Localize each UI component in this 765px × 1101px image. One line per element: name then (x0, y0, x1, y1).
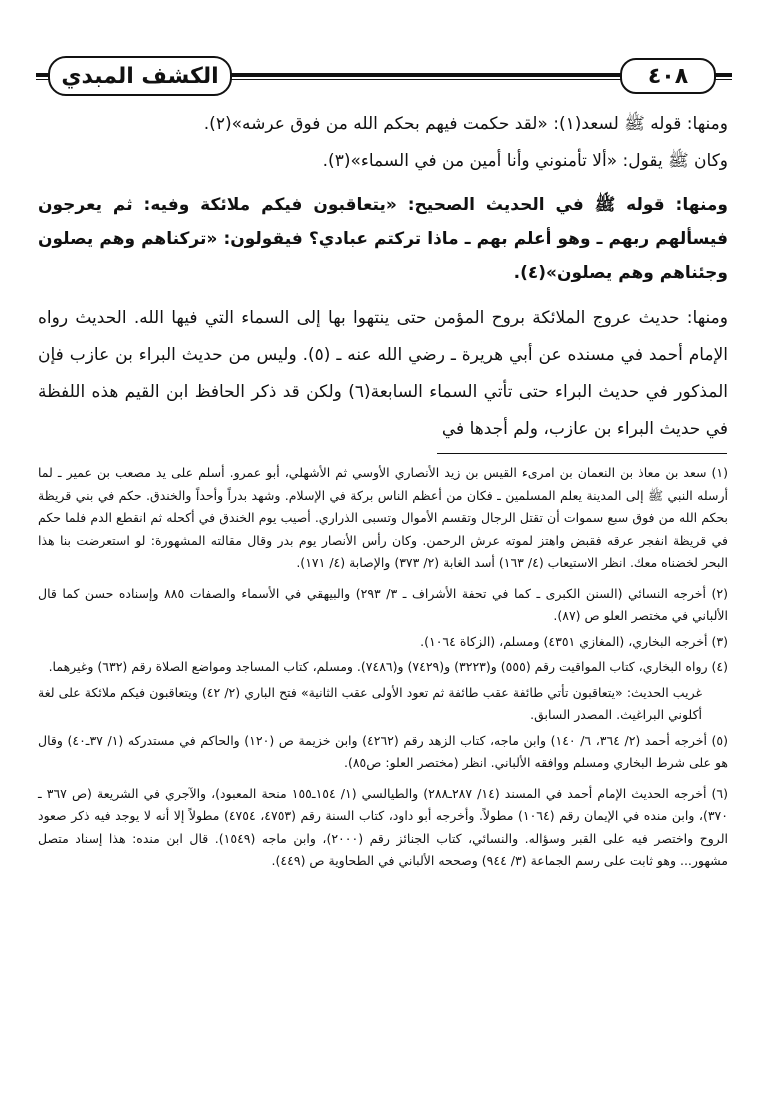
paragraph-2: وكان ﷺ يقول: «ألا تأمنوني وأنا أمين من في السماء»(٣). (322, 151, 728, 171)
footnote-4-gloss: غريب الحديث: «يتعاقبون تأتي طائفة عقب طائفة ثم تعود الأولى عقب الثانية» فتح الباري (٢/ ٤٢) ويتعاقبون فيكم ملائكة على لغة أكلوني البراغيث. المصدر السابق. (38, 684, 702, 722)
paragraph-1: ومنها: قوله ﷺ لسعد(١): «لقد حكمت فيهم بحكم الله من فوق عرشه»(٢). (203, 114, 728, 134)
footnotes (38, 462, 728, 873)
book-title-frame (48, 56, 232, 96)
page-header (36, 52, 732, 96)
footnote-3: (٣) أخرجه البخاري، (المغازي ٤٣٥١) ومسلم، (الزكاة ١٠٦٤). (420, 633, 728, 649)
page-number: ٤٠٨ (647, 63, 689, 89)
book-title: الكشف المبدي (61, 63, 219, 89)
page-number-frame (620, 58, 716, 94)
footnote-1: (١) سعد بن معاذ بن النعمان بن امرىء القيس بن زيد الأنصاري الأوسي ثم الأشهلي، أبو عمرو. أسلم على يد مصعب بن عمير ـ لما أرسله النبي ﷺ إلى المدينة يعلم المسلمين ـ فكان من أعظم الناس بركة في الإسلام. وشهد بدراً وأحداً والخندق. حكم في بني قريظة بحكم الله من فوق سبع سموات أن تقتل الرجال وتقسم الأموال وتسبى الذراري. أصيب يوم الخندق في أكحله ثم انقطع الدم فلما حكم في قريظة انفجر عرقه فقبض واهتز لموته عرش الرحمن. وكان رأس الأنصار يوم بدر وقال مقالته المشهورة: لو استعرضت بنا هذا البحر لخضناه معك. انظر الاستيعاب (٤/ ١٦٣) أسد الغابة (٢/ ٣٧٣) والإصابة (٤/ ١٧١). (38, 465, 728, 570)
paragraph-4: ومنها: حديث عروج الملائكة بروح المؤمن حتى ينتهوا بها إلى السماء التي فيها الله. الحديث رواه الإمام أحمد في مسنده عن أبي هريرة ـ رضي الله عنه ـ (٥). وليس من حديث البراء بن عازب فإن المذكور في حديث البراء حتى تأتي السماء السابعة(٦) ولكن قد ذكر الحافظ ابن القيم هذه اللفظة في حديث البراء بن عازب، ولم أجدها في (38, 308, 728, 439)
footnote-2: (٢) أخرجه النسائي (السنن الكبرى ـ كما في تحفة الأشراف ـ ٣/ ٢٩٣) والبيهقي في الأسماء والصفات ٨٨٥ وإسناده حسن كما قال الألباني في مختصر العلو ص (٨٧). (38, 585, 728, 623)
paragraph-3: ومنها: قوله ﷺ في الحديث الصحيح: «يتعاقبون فيكم ملائكة وفيه: ثم يعرجون فيسألهم ربهم ـ وهو أعلم بهم ـ ماذا تركتم عبادي؟ فيقولون: «تركناهم وهم يصلون وجئناهم وهم يصلون»(٤). (38, 195, 728, 283)
main-text (38, 106, 728, 448)
footnote-6: (٦) أخرجه الحديث الإمام أحمد في المسند (١٤/ ٢٨٧ـ٢٨٨) والطيالسي (١/ ١٥٤ـ١٥٥ منحة المعبود)، والآجري في الشريعة (ص ٣٦٧ ـ ٣٧٠)، وابن منده في الإيمان رقم (١٠٦٤) مطولاً. وأخرجه أبو داود، كتاب السنة رقم (٤٧٥٣، ٤٧٥٤) مطولاً إلا أنه لا يوجد فيه ذكر صعود الروح واختصر فيه على القبر وسؤاله. والنسائي، كتاب الجنائز رقم (٢٠٠٠)، وابن ماجه (١٥٤٩). قال ابن منده: هذا إسناد متصل مشهور... وهو ثابت على رسم الجماعة (٣/ ٩٤٤) وصححه الألباني في الطحاوية ص (٤٤٩). (38, 785, 729, 868)
footnote-separator (437, 453, 727, 454)
footnote-4: (٤) رواه البخاري، كتاب المواقيت رقم (٥٥٥) و(٣٢٢٣) و(٧٤٢٩) و(٧٤٨٦). ومسلم، كتاب المساجد ومواضع الصلاة رقم (٦٣٢) وغيرهما. (48, 659, 728, 674)
footnote-5: (٥) أخرجه أحمد (٢/ ٣٦٤، ٦/ ١٤٠) وابن ماجه، كتاب الزهد رقم (٤٢٦٢) وابن خزيمة ص (١٢٠) والحاكم في مستدركه (١/ ٣٧ـ٤٠) وقال هو على شرط البخاري ومسلم ووافقه الألباني. انظر (مختصر العلو: ص٨٥). (38, 732, 728, 770)
